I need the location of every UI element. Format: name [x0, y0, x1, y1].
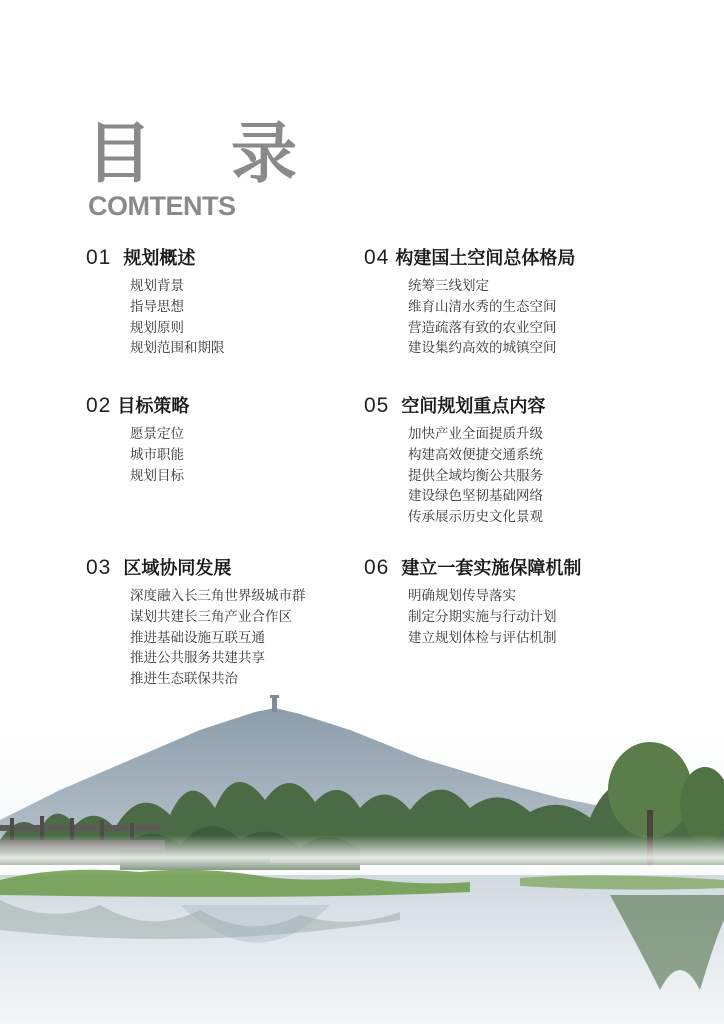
toc-item[interactable]: 愿景定位 — [130, 426, 184, 442]
section-items — [408, 586, 581, 648]
toc-item[interactable]: 规划范围和期限 — [130, 340, 225, 357]
toc-item[interactable]: 推进公共服务共建共享 — [130, 650, 265, 667]
section-01 — [86, 244, 225, 359]
toc-item[interactable]: 谋划共建长三角产业合作区 — [130, 608, 292, 625]
section-header — [86, 392, 189, 420]
section-04 — [364, 244, 575, 359]
section-06 — [364, 554, 581, 648]
section-number: 04 — [364, 246, 390, 269]
section-number: 03 — [86, 556, 112, 579]
section-items — [130, 276, 225, 359]
toc-item[interactable]: 深度融入长三角世界级城市群 — [130, 588, 306, 604]
toc-item[interactable]: 提供全域均衡公共服务 — [408, 467, 543, 484]
section-items — [408, 276, 575, 359]
section-title: 规划概述 — [123, 248, 196, 269]
section-number: 05 — [364, 394, 390, 417]
section-items — [130, 424, 189, 486]
section-number: 06 — [364, 556, 390, 579]
toc-item[interactable]: 营造疏落有致的农业空间 — [408, 319, 557, 336]
page-title-chinese: 目 录 — [86, 115, 325, 192]
toc-item[interactable]: 城市职能 — [130, 446, 184, 463]
section-header — [86, 244, 225, 272]
section-items — [408, 424, 545, 528]
section-05 — [364, 392, 545, 528]
section-header — [364, 554, 581, 582]
section-03 — [86, 554, 306, 690]
toc-item[interactable]: 加快产业全面提质升级 — [408, 426, 543, 442]
toc-item[interactable]: 规划背景 — [130, 278, 184, 294]
toc-item[interactable]: 建设集约高效的城镇空间 — [408, 340, 557, 357]
section-header — [364, 244, 575, 272]
toc-item[interactable]: 指导思想 — [130, 298, 184, 315]
toc-item[interactable]: 维育山清水秀的生态空间 — [408, 298, 557, 315]
page-title-english: COMTENTS — [88, 191, 236, 221]
toc-item[interactable]: 规划目标 — [130, 467, 184, 484]
toc-item[interactable]: 构建高效便捷交通系统 — [408, 446, 543, 463]
section-title: 建立一套实施保障机制 — [401, 558, 582, 579]
section-title: 目标策略 — [117, 396, 190, 417]
section-02 — [86, 392, 189, 486]
toc-item[interactable]: 传承展示历史文化景观 — [408, 509, 543, 526]
section-title: 空间规划重点内容 — [401, 396, 546, 417]
section-header — [364, 392, 545, 420]
toc-item[interactable]: 明确规划传导落实 — [408, 588, 516, 604]
toc-item[interactable]: 规划原则 — [130, 319, 184, 336]
toc-item[interactable]: 推进生态联保共治 — [130, 671, 238, 688]
section-number: 01 — [86, 246, 112, 269]
toc-item[interactable]: 建立规划体检与评估机制 — [408, 629, 557, 646]
toc-item[interactable]: 推进基础设施互联互通 — [130, 629, 265, 646]
section-title: 构建国土空间总体格局 — [395, 248, 576, 269]
toc-item[interactable]: 统筹三线划定 — [408, 278, 489, 294]
section-header — [86, 554, 306, 582]
section-number: 02 — [86, 394, 112, 417]
section-items — [130, 586, 306, 690]
toc-item[interactable]: 制定分期实施与行动计划 — [408, 608, 557, 625]
toc-item[interactable]: 建设绿色坚韧基础网络 — [408, 488, 543, 505]
section-title: 区域协同发展 — [123, 558, 232, 579]
lake-mountain-photo — [0, 690, 724, 1024]
